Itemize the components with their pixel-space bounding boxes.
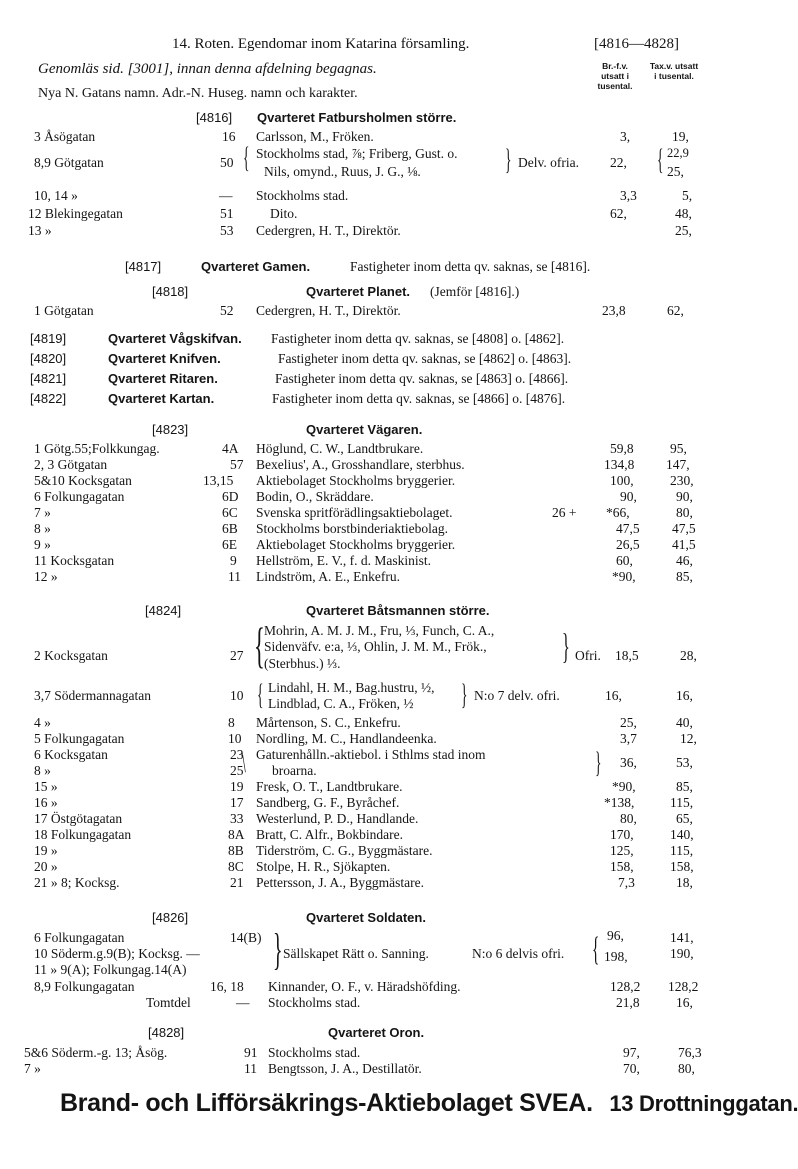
brf-value: 70, <box>623 1061 640 1076</box>
address: 6 Kocksgatan <box>34 747 108 762</box>
owner: Cedergren, H. T., Direktör. <box>256 303 401 318</box>
address: 6 Folkungagatan <box>34 489 125 504</box>
house-number: 4A <box>222 441 239 456</box>
block-number: [4818] <box>152 284 189 299</box>
table-row <box>0 207 774 223</box>
owner: Lindblad, C. A., Fröken, ½ <box>268 696 414 711</box>
brace: { <box>254 617 265 673</box>
tax-value: 62, <box>667 303 684 318</box>
owner: Bengtsson, J. A., Destillatör. <box>268 1061 422 1076</box>
owner: Nils, omynd., Ruus, J. G., ⅛. <box>264 164 421 179</box>
table-row <box>0 996 774 1012</box>
block-note: Fastigheter inom detta qv. saknas, se [4808] o. [4862]. <box>271 331 565 346</box>
tax-value: 76,3 <box>678 1045 702 1060</box>
tax-value: 16, <box>676 995 693 1010</box>
tax-value: 47,5 <box>672 521 696 536</box>
tax-value: 12, <box>680 731 697 746</box>
brf-value: 7,3 <box>618 875 635 890</box>
address: 15 » <box>34 779 58 794</box>
owner: Sandberg, G. F., Byråchef. <box>256 795 400 810</box>
owner: Bratt, C. Alfr., Bokbindare. <box>256 827 403 842</box>
table-row <box>0 490 774 506</box>
address: 16 » <box>34 795 58 810</box>
tax-value: 22,9 <box>667 146 689 160</box>
brf-value: *138, <box>604 795 635 810</box>
house-number: 33 <box>230 811 244 826</box>
house-number: 10 <box>228 731 242 746</box>
brace: { <box>592 931 600 968</box>
block-name: Qvarteret Planet. <box>306 284 411 299</box>
table-row <box>0 980 774 996</box>
table-row <box>0 570 774 586</box>
house-number: 13,15 <box>203 473 234 488</box>
tax-value: 25, <box>675 223 692 238</box>
owner: Aktiebolaget Stockholms bryggerier. <box>256 473 456 488</box>
footer-advertisement <box>60 1089 798 1123</box>
table-row <box>0 1046 774 1062</box>
house-number: 9 <box>230 553 237 568</box>
owner: Lindahl, H. M., Bag.hustru, ½, <box>268 680 435 695</box>
block-name: Qvarteret Ritaren. <box>108 371 218 386</box>
brf-value: 60, <box>616 553 633 568</box>
brace: { <box>257 678 264 711</box>
address: 10 Söderm.g.9(B); Kocksg. — <box>34 946 200 961</box>
column-heading-tax: Tax.v. utsatt i tusental. <box>649 61 699 81</box>
block-note: Fastigheter inom detta qv. saknas, se [4816]. <box>350 259 591 274</box>
address: 8 » <box>34 521 51 536</box>
house-number: 14(B) <box>230 930 262 945</box>
block-name: Qvarteret Soldaten. <box>306 910 426 925</box>
block-name: Qvarteret Gamen. <box>201 259 311 274</box>
house-number: 11 <box>228 569 241 584</box>
note: Ofri. <box>575 648 601 663</box>
tax-value: 80, <box>676 505 693 520</box>
owner: Sidenväfv. e:a, ⅓, Ohlin, J. M. M., Frök., <box>264 639 487 654</box>
house-number: 23 <box>230 747 244 762</box>
house-number: 8A <box>228 827 245 842</box>
brf-value: 96, <box>607 928 624 943</box>
table-row <box>0 474 774 490</box>
address: 11 Kocksgatan <box>34 553 115 568</box>
tax-value: 190, <box>670 946 694 961</box>
tax-value: 140, <box>670 827 694 842</box>
owner: Cedergren, H. T., Direktör. <box>256 223 401 238</box>
brf-value: 3, <box>620 129 631 144</box>
tax-value: 85, <box>676 569 693 584</box>
tax-value: 147, <box>666 457 690 472</box>
table-row <box>0 764 774 780</box>
table-row <box>0 928 774 947</box>
brf-value: *90, <box>612 569 636 584</box>
owner: Mårtenson, S. C., Enkefru. <box>256 715 401 730</box>
block-name: Qvarteret Båtsmannen större. <box>306 603 490 618</box>
tax-value: 48, <box>675 206 692 221</box>
table-row <box>0 844 774 860</box>
brf-value: 3,3 <box>620 188 637 203</box>
table-row <box>0 780 774 796</box>
tax-value: 141, <box>670 930 694 945</box>
address: 3 Åsögatan <box>34 129 96 144</box>
table-row <box>0 458 774 474</box>
tax-value: 18, <box>676 875 693 890</box>
house-number: 6D <box>222 489 239 504</box>
table-row <box>0 747 774 770</box>
house-number: — <box>236 995 250 1010</box>
tax-value: 65, <box>676 811 693 826</box>
block-name: Qvarteret Kartan. <box>108 391 215 406</box>
house-number: — <box>219 188 233 203</box>
table-row <box>0 860 774 876</box>
owner: Sällskapet Rätt o. Sanning. <box>283 946 429 961</box>
tax-value: 230, <box>670 473 694 488</box>
address: 12 » <box>34 569 58 584</box>
note: 26 + <box>552 505 577 520</box>
owner: Aktiebolaget Stockholms bryggerier. <box>256 537 456 552</box>
tax-value: 158, <box>670 859 694 874</box>
address: 11 » 9(A); Folkungag.14(A) <box>34 962 187 977</box>
brace: { <box>243 141 250 174</box>
block-number: [4822] <box>30 391 67 406</box>
block-number: [4823] <box>152 422 189 437</box>
tax-value: 115, <box>670 795 694 810</box>
owner: Kinnander, O. F., v. Häradshöfding. <box>268 979 461 994</box>
house-number: 10 <box>230 688 244 703</box>
table-row <box>0 697 774 713</box>
owner: Fresk, O. T., Landtbrukare. <box>256 779 403 794</box>
brace: } <box>461 678 468 711</box>
address: 12 Blekingegatan <box>28 206 123 221</box>
table-row <box>0 812 774 828</box>
address: 8,9 Götgatan <box>34 155 104 170</box>
brf-value: 158, <box>610 859 634 874</box>
house-number: 91 <box>244 1045 258 1060</box>
address: 1 Götgatan <box>34 303 94 318</box>
address: 8 » <box>34 763 51 778</box>
tax-value: 95, <box>670 441 687 456</box>
brf-value: 21,8 <box>616 995 640 1010</box>
page-range: [4816—4828] <box>594 36 679 52</box>
address: 6 Folkungagatan <box>34 930 125 945</box>
tax-value: 53, <box>676 755 693 770</box>
brf-value: 80, <box>620 811 637 826</box>
house-number: 8B <box>228 843 244 858</box>
brf-value: 36, <box>620 755 637 770</box>
brf-value: *66, <box>606 505 630 520</box>
house-number: 17 <box>230 795 244 810</box>
house-number: 19 <box>230 779 244 794</box>
brace: } <box>562 626 570 666</box>
block-name: Qvarteret Knifven. <box>108 351 221 366</box>
block-number: [4826] <box>152 910 189 925</box>
table-row <box>0 189 774 205</box>
tax-value: 19, <box>672 129 689 144</box>
house-number: 6C <box>222 505 238 520</box>
tax-value: 128,2 <box>668 979 699 994</box>
column-headings-left: Nya N. Gatans namn. Adr.-N. Huseg. namn och karakter. <box>38 86 358 101</box>
brf-value: 18,5 <box>615 648 639 663</box>
house-number: 11 <box>244 1061 257 1076</box>
tax-value: 80, <box>678 1061 695 1076</box>
house-number: 16, 18 <box>210 979 244 994</box>
owner: Bodin, O., Skräddare. <box>256 489 374 504</box>
owner: Lindström, A. E., Enkefru. <box>256 569 400 584</box>
table-row <box>0 624 774 640</box>
brf-value: 59,8 <box>610 441 634 456</box>
owner: broarna. <box>272 763 317 778</box>
address: 9 » <box>34 537 51 552</box>
tax-value: 25, <box>667 164 684 179</box>
footer-company: Brand- och Lifförsäkrings-Aktiebolaget SVEA. <box>60 1089 593 1117</box>
owner: Tiderström, C. G., Byggmästare. <box>256 843 433 858</box>
brace: } <box>505 143 512 176</box>
owner: Gaturenhålln.-aktiebol. i Sthlms stad inom <box>256 747 486 762</box>
address: 2, 3 Götgatan <box>34 457 108 472</box>
house-number: 21 <box>230 875 244 890</box>
table-row <box>0 554 774 570</box>
brf-value: 90, <box>620 489 637 504</box>
brf-value: 23,8 <box>602 303 626 318</box>
address: 8,9 Folkungagatan <box>34 979 135 994</box>
block-name: Qvarteret Vägaren. <box>306 422 423 437</box>
footer-address: 13 Drottninggatan. <box>609 1091 798 1116</box>
block-note: (Jemför [4816].) <box>430 284 520 299</box>
house-number: 50 <box>220 155 234 170</box>
block-number: [4821] <box>30 371 67 386</box>
block-number: [4820] <box>30 351 67 366</box>
tax-value: 85, <box>676 779 693 794</box>
house-number: 27 <box>230 648 244 663</box>
brf-value: 97, <box>623 1045 640 1060</box>
tax-value: 41,5 <box>672 537 696 552</box>
column-heading-brf: Br.-f.v. utsatt i tusental. <box>597 61 633 91</box>
owner: Svenska spritförädlingsaktiebolaget. <box>256 505 453 520</box>
address: 2 Kocksgatan <box>34 648 108 663</box>
address: 3,7 Södermannagatan <box>34 688 151 703</box>
address: 5&10 Kocksgatan <box>34 473 132 488</box>
table-row <box>0 304 774 320</box>
address: 1 Götg.55;Folkkungag. <box>34 441 160 456</box>
house-number: 57 <box>230 457 244 472</box>
table-row <box>0 224 774 240</box>
tax-value: 46, <box>676 553 693 568</box>
brf-value: 128,2 <box>610 979 641 994</box>
house-number: 8 <box>228 715 235 730</box>
block-note: Fastigheter inom detta qv. saknas, se [4863] o. [4866]. <box>275 371 569 386</box>
table-row <box>0 442 774 458</box>
tax-value: 5, <box>682 188 693 203</box>
brf-value: 134,8 <box>604 457 635 472</box>
brf-value: 25, <box>620 715 637 730</box>
address: 20 » <box>34 859 58 874</box>
brf-value: 3,7 <box>620 731 637 746</box>
owner: Nordling, M. C., Handlandeenka. <box>256 731 437 746</box>
table-row <box>0 657 774 673</box>
block-number: [4824] <box>145 603 182 618</box>
owner: Stolpe, H. R., Sjökapten. <box>256 859 391 874</box>
block-name: Qvarteret Vågskifvan. <box>108 331 242 346</box>
tax-value: 28, <box>680 648 697 663</box>
owner: Höglund, C. W., Landtbrukare. <box>256 441 424 456</box>
tax-value: 90, <box>676 489 693 504</box>
table-row <box>0 876 774 892</box>
house-number: 53 <box>220 223 234 238</box>
note: N:o 6 delvis ofri. <box>472 946 565 961</box>
owner: Stockholms stad, ⅞; Friberg, Gust. o. <box>256 146 458 161</box>
note: Delv. ofria. <box>518 155 579 170</box>
block-name: Qvarteret Oron. <box>328 1025 425 1040</box>
block-number: [4817] <box>125 259 162 274</box>
brace: } <box>273 925 283 974</box>
table-row <box>0 522 774 538</box>
owner: Stockholms stad. <box>268 995 361 1010</box>
table-row <box>0 796 774 812</box>
brace: \ <box>242 746 246 779</box>
owner: Stockholms stad. <box>256 188 349 203</box>
address: 7 » <box>34 505 51 520</box>
tax-value: 115, <box>670 843 694 858</box>
brf-value: *90, <box>612 779 636 794</box>
address: 13 » <box>28 223 52 238</box>
tax-value: 40, <box>676 715 693 730</box>
owner: Westerlund, P. D., Handlande. <box>256 811 419 826</box>
table-row <box>0 716 774 732</box>
house-number: 6B <box>222 521 238 536</box>
address: 18 Folkungagatan <box>34 827 132 842</box>
address: 7 » <box>24 1061 41 1076</box>
owner: Bexelius', A., Grosshandlare, sterbhus. <box>256 457 465 472</box>
owner: Mohrin, A. M. J. M., Fru, ⅓, Funch, C. A., <box>264 623 495 638</box>
brf-value: 22, <box>610 155 627 170</box>
house-number: 52 <box>220 303 234 318</box>
table-row <box>0 1062 774 1078</box>
brace: } <box>595 746 602 779</box>
address: 19 » <box>34 843 58 858</box>
house-number: 16 <box>222 129 236 144</box>
brf-value: 62, <box>610 206 627 221</box>
block-note: Fastigheter inom detta qv. saknas, se [4862] o. [4863]. <box>278 351 572 366</box>
note: N:o 7 delv. ofri. <box>474 688 560 703</box>
block-number: [4816] <box>196 110 233 125</box>
address: Tomtdel <box>146 995 191 1010</box>
page-title: 14. Roten. Egendomar inom Katarina församling. <box>172 36 470 52</box>
brf-value: 198, <box>604 949 628 964</box>
table-row <box>0 732 774 748</box>
address: 5&6 Söderm.-g. 13; Åsög. <box>24 1045 168 1060</box>
brf-value: 125, <box>610 843 634 858</box>
address: 21 » 8; Kocksg. <box>34 875 120 890</box>
brace: { <box>657 143 664 176</box>
brf-value: 100, <box>610 473 634 488</box>
house-number: 6E <box>222 537 237 552</box>
house-number: 51 <box>220 206 234 221</box>
brf-value: 170, <box>610 827 634 842</box>
owner: (Sterbhus.) ⅓. <box>264 656 341 671</box>
address: 17 Östgötagatan <box>34 811 123 826</box>
owner: Stockholms stad. <box>268 1045 361 1060</box>
table-row <box>0 165 774 181</box>
owner: Hellström, E. V., f. d. Maskinist. <box>256 553 432 568</box>
tax-value: 16, <box>676 688 693 703</box>
table-row <box>0 963 774 979</box>
brf-value: 26,5 <box>616 537 640 552</box>
owner: Stockholms borstbinderiaktiebolag. <box>256 521 448 536</box>
block-note: Fastigheter inom detta qv. saknas, se [4866] o. [4876]. <box>272 391 566 406</box>
address: 4 » <box>34 715 51 730</box>
brf-value: 47,5 <box>616 521 640 536</box>
table-row <box>0 506 774 522</box>
table-row <box>0 538 774 554</box>
house-number: 8C <box>228 859 244 874</box>
block-number: [4819] <box>30 331 67 346</box>
address: 5 Folkungagatan <box>34 731 125 746</box>
block-number: [4828] <box>148 1025 185 1040</box>
owner: Carlsson, M., Fröken. <box>256 129 374 144</box>
house-number: 25 <box>230 763 244 778</box>
address: 10, 14 » <box>34 188 78 203</box>
table-row <box>0 947 774 963</box>
owner: Dito. <box>270 206 298 221</box>
table-row <box>0 828 774 844</box>
read-instruction: Genomläs sid. [3001], innan denna afdelning begagnas. <box>38 61 377 77</box>
block-name: Qvarteret Fatbursholmen större. <box>257 110 457 125</box>
owner: Pettersson, J. A., Byggmästare. <box>256 875 424 890</box>
brf-value: 16, <box>605 688 622 703</box>
